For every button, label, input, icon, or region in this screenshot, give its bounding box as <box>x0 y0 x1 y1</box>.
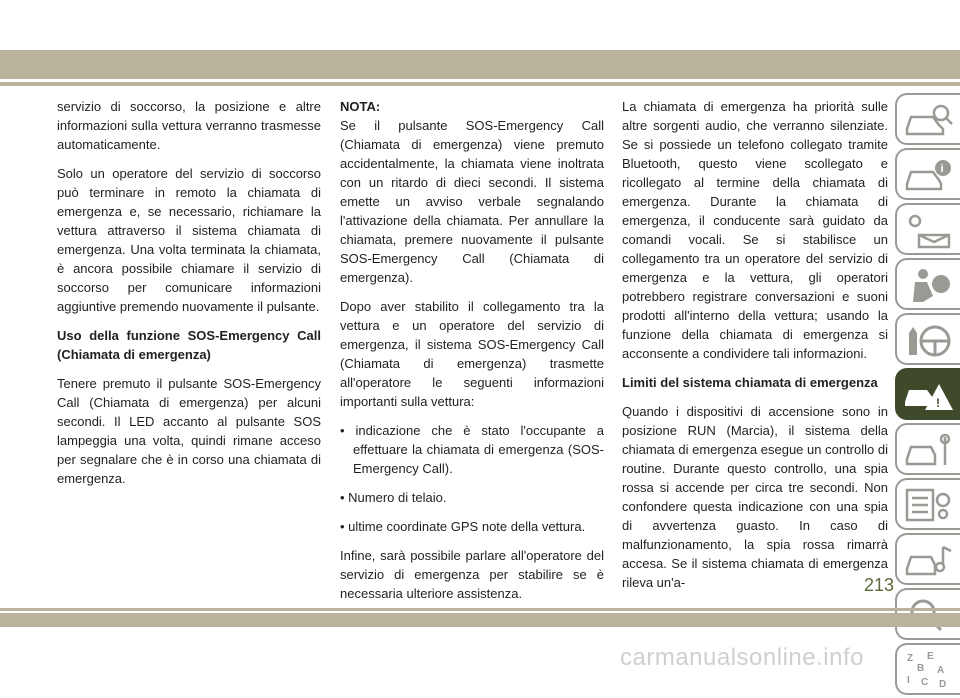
emergency-car-icon <box>903 376 955 414</box>
list-item: • Numero di telaio. <box>340 490 447 505</box>
paragraph: Infine, sarà possibile parlare all'operatore del servizio di emergenza per stabilire se è necessaria ulteriore assistenza. <box>340 548 604 601</box>
svg-text:Z: Z <box>907 653 914 664</box>
tab-dashboard-warning[interactable] <box>895 203 960 255</box>
text-column-3 <box>622 97 888 602</box>
svg-text:B: B <box>917 663 925 674</box>
multimedia-icon <box>903 541 955 579</box>
list-item: • indicazione che è stato l'occupante a effettuare la chiamata di emergenza (SOS-Emergency Call). <box>340 423 604 476</box>
tab-steering-wheel[interactable] <box>895 313 960 365</box>
section-heading: Limiti del sistema chiamata di emergenza <box>622 375 878 390</box>
car-service-icon <box>903 431 955 469</box>
svg-text:I: I <box>907 675 910 686</box>
svg-text:A: A <box>937 665 945 676</box>
seat-airbag-icon <box>903 266 955 304</box>
paragraph: Solo un operatore del servizio di soccorso può terminare in remoto la chiamata di emergenza e, se necessario, richiamare la vettura attraverso il sistema chiamata di emergenza. Una volta terminata la chiamata, è ancora possibile chiamare il servizio di soccorso per comunicare informazioni aggiuntive premendo nuovamente il pulsante. <box>57 166 321 314</box>
list-item: • ultime coordinate GPS note della vettura. <box>340 519 586 534</box>
tab-car-service[interactable] <box>895 423 960 475</box>
note-label: NOTA: <box>340 99 381 114</box>
watermark: carmanualsonline.info <box>620 644 864 671</box>
car-search-icon <box>903 101 955 139</box>
tab-car-search[interactable] <box>895 93 960 145</box>
paragraph: Se il pulsante SOS-Emergency Call (Chiamata di emergenza) viene premuto accidentalmente, la chiamata viene inoltrata con un ritardo di dieci secondi. Il sistema emette un avviso verbale segnalando l'attivazione della chiamata. Per annullare la chiamata, premere nuovamente il pulsante SOS-Emergency Call (Chiamata di emergenza). <box>340 118 604 285</box>
settings-list-icon <box>903 486 955 524</box>
header-band <box>0 50 960 79</box>
steering-wheel-icon <box>903 321 955 359</box>
footer-band <box>0 613 960 627</box>
tab-multimedia[interactable] <box>895 533 960 585</box>
car-info-icon <box>903 156 955 194</box>
paragraph: La chiamata di emergenza ha priorità sulle altre sorgenti audio, che verranno silenziate. Se si possiede un telefono collegato tramite Bluetooth, questo viene scollegato e ricollegato al termine della chiamata di emergenza. Durante la chiamata di emergenza, il conducente sarà guidato da comandi vocali. Se si stabilisce un collegamento tra un operatore del servizio di emergenza e la vettura, gli operatori potrebbero registrare conversazioni e suoni prodotti all'interno della vettura; usando la funzione della chiamata di emergenza si acconsente a condividere tali informazioni. <box>622 99 888 361</box>
svg-text:D: D <box>939 679 947 689</box>
dashboard-warning-icon <box>903 211 955 249</box>
paragraph: Quando i dispositivi di accensione sono in posizione RUN (Marcia), il sistema della chiamata di emergenza esegue un controllo di routine. Durante questo controllo, una spia rossa si accende per circa tre secondi. Non confondere questa indicazione con una spia di avvertenza guasto. In caso di malfunzionamento, la spia rossa rimarrà accesa. Se il sistema chiamata di emergenza rileva un'a- <box>622 404 888 590</box>
tab-emergency[interactable] <box>895 368 960 420</box>
page-number: 213 <box>864 575 895 595</box>
text-column-2 <box>340 97 604 613</box>
tab-settings-list[interactable] <box>895 478 960 530</box>
text-column-1 <box>57 97 321 498</box>
footer-rule <box>0 608 960 611</box>
svg-text:i: i <box>940 163 944 175</box>
tab-seat-airbag[interactable] <box>895 258 960 310</box>
tab-car-info[interactable] <box>895 148 960 200</box>
svg-text:C: C <box>921 677 929 688</box>
header-rule <box>0 82 960 86</box>
svg-text:E: E <box>927 651 934 662</box>
tab-alphabet-index[interactable] <box>895 643 960 695</box>
svg-text:!: ! <box>936 396 940 410</box>
paragraph: Dopo aver stabilito il collegamento tra la vettura e un operatore del servizio di emergenza, il sistema SOS-Emergency Call (Chiamata di emergenza) trasmette all'operatore le seguenti informazioni importanti sulla vettura: <box>340 299 604 409</box>
alphabet-index-icon <box>903 651 955 689</box>
paragraph: servizio di soccorso, la posizione e altre informazioni sulla vettura verranno trasmesse automaticamente. <box>57 99 321 152</box>
paragraph: Tenere premuto il pulsante SOS-Emergency Call (Chiamata di emergenza) per alcuni secondi. Il LED accanto al pulsante SOS lampeggia una volta, quindi rimane acceso per segnalare che è in corso una chiamata di emergenza. <box>57 376 321 486</box>
section-heading: Uso della funzione SOS-Emergency Call (Chiamata di emergenza) <box>57 328 321 362</box>
